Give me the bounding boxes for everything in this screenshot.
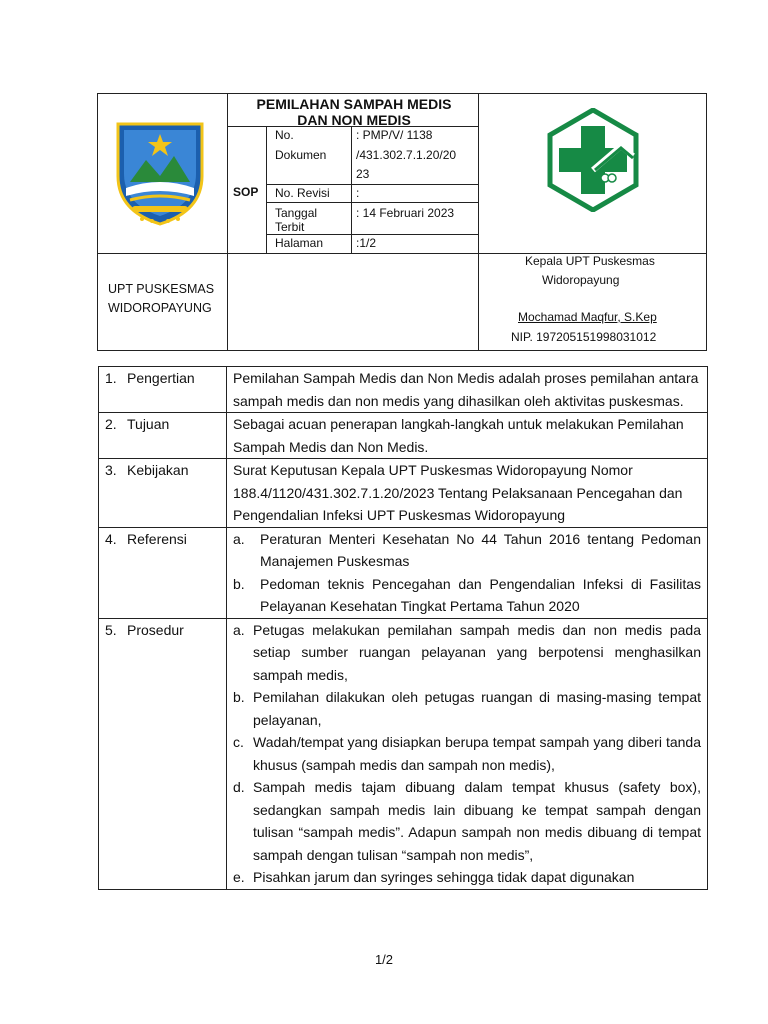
field-label-page: Halaman	[275, 236, 324, 250]
document-title: PEMILAHAN SAMPAH MEDIS DAN NON MEDIS	[256, 96, 452, 128]
row-label: 3. Kebijakan	[99, 459, 227, 528]
sop-header	[97, 93, 707, 351]
puskesmas-logo-icon	[541, 108, 645, 212]
row-content: Pemilahan Sampah Medis dan Non Medis adalah proses pemilahan antara sampah medis dan non medis yang dihasilkan oleh aktivitas puskesmas.	[227, 367, 708, 413]
field-label-date: Tanggal	[275, 206, 318, 220]
row-label: 2. Tujuan	[99, 413, 227, 459]
field-value-doc-no-2: /431.302.7.1.20/20	[356, 148, 457, 162]
table-row	[99, 459, 708, 528]
row-content: Sebagai acuan penerapan langkah-langkah untuk melakukan Pemilahan Sampah Medis dan Non Medis.	[227, 413, 708, 459]
list-item: b. Pedoman teknis Pencegahan dan Pengendalian Infeksi di Fasilitas Pelayanan Kesehatan Tingkat Pertama Tahun 2020	[233, 575, 701, 614]
org-name-line1: UPT PUSKESMAS	[108, 282, 215, 296]
row-label: 5. Prosedur	[99, 618, 227, 889]
field-label-revision: No. Revisi	[275, 186, 330, 200]
table-row	[99, 413, 708, 459]
signer-name: Mochamad Maqfur, S.Kep	[518, 310, 657, 324]
row-content: Surat Keputusan Kepala UPT Puskesmas Widoropayung Nomor 188.4/1120/431.302.7.1.20/2023 Tentang Pelaksanaan Pencegahan dan Pengendalian Infeksi UPT Puskesmas Widoropayung	[227, 459, 708, 528]
field-value-doc-no: : PMP/V/ 1138	[356, 128, 433, 142]
list-item: e. Pisahkan jarum dan syringes sehingga tidak dapat digunakan	[233, 869, 635, 885]
row-content	[227, 527, 708, 618]
field-value-date: : 14 Februari 2023	[356, 206, 455, 220]
table-row	[99, 527, 708, 618]
table-row	[99, 367, 708, 413]
list-item: b. Pemilahan dilakukan oleh petugas ruangan di masing-masing tempat pelayanan,	[233, 689, 701, 728]
row-label: 1. Pengertian	[99, 367, 227, 413]
page-number: 1/2	[374, 952, 394, 967]
signer-title: Kepala UPT Puskesmas	[525, 254, 655, 268]
field-value-page: :1/2	[356, 236, 377, 250]
row-content	[227, 618, 708, 889]
table-row	[99, 618, 708, 889]
list-item: a. Petugas melakukan pemilahan sampah medis dan non medis pada setiap sumber ruangan pelayanan yang berpotensi menghasilkan sampah medis,	[233, 621, 701, 683]
field-value-doc-no-3: 23	[356, 167, 370, 181]
row-label: 4. Referensi	[99, 527, 227, 618]
org-name-line2: WIDOROPAYUNG	[108, 301, 212, 315]
field-label-date-2: Terbit	[275, 220, 305, 234]
list-item: a. Peraturan Menteri Kesehatan No 44 Tahun 2016 tentang Pedoman Manajemen Puskesmas	[233, 530, 701, 569]
field-value-revision: :	[356, 186, 360, 200]
field-label-doc-no-2: Dokumen	[275, 148, 327, 162]
regency-emblem-icon	[112, 116, 208, 228]
list-item: c. Wadah/tempat yang disiapkan berupa tempat sampah yang diberi tanda khusus (sampah medis dan sampah non medis),	[233, 734, 701, 773]
list-item: d. Sampah medis tajam dibuang dalam tempat khusus (safety box), sedangkan sampah medis lain dibuang ke tempat sampah dengan tulisan “sampah medis”. Adapun sampah non medis dibuang di tempat sampah dengan tulisan “sampah non medis”,	[233, 779, 701, 863]
signer-nip: NIP. 197205151998031012	[511, 330, 657, 344]
sop-label: SOP	[233, 185, 259, 199]
field-label-doc-no: No.	[275, 128, 294, 142]
signer-title-2: Widoropayung	[542, 273, 620, 287]
sop-content-table	[98, 366, 708, 890]
